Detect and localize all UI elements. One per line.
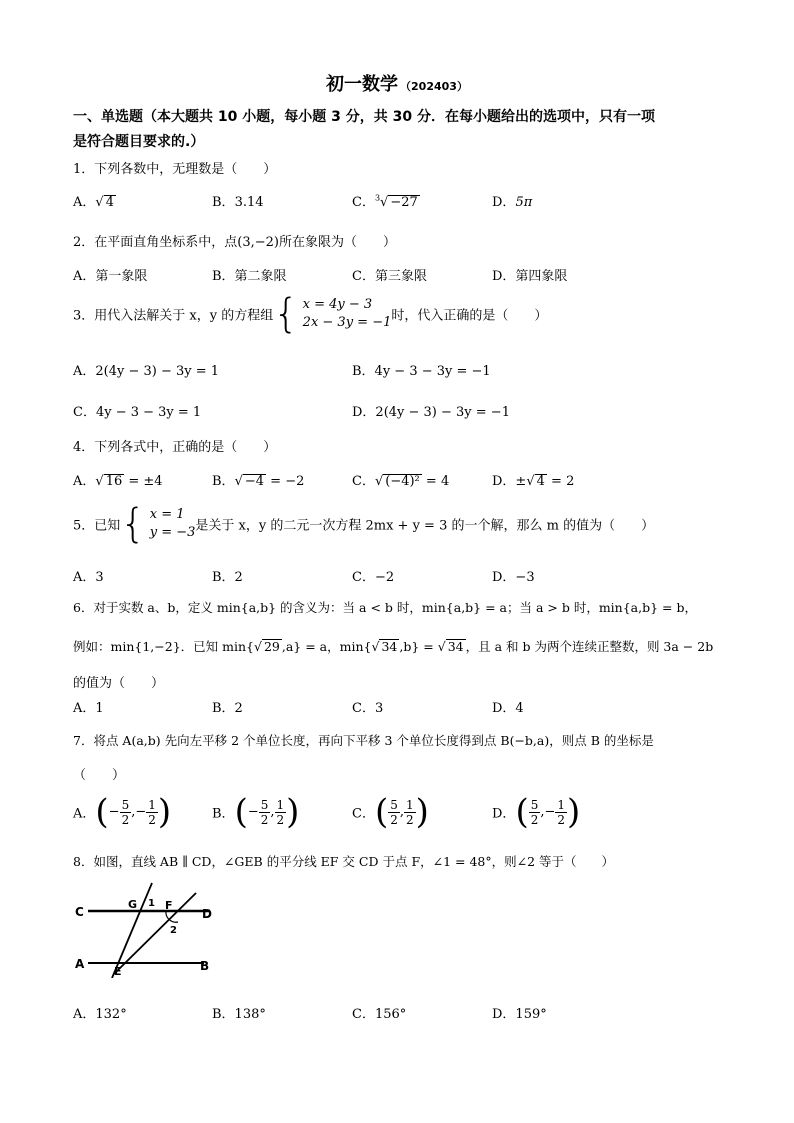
label-b: B: [200, 959, 210, 973]
q3-option-c: C．4y − 3 − 3y = 1: [73, 405, 202, 420]
q6-line1: 6．对于实数 a、b，定义 min{a,b} 的含义为：当 a < b 时，min{a,b} = a；当 a > b 时，min{a,b} = b，: [73, 600, 697, 615]
q8-option-c: C．156°: [352, 1007, 407, 1022]
q7-option-a: A．(− $\frac{5}{2}$ ,− $\frac{1}{2}$ ): [73, 792, 172, 832]
q3-option-d: D．2(4y − 3) − 3y = −1: [352, 405, 510, 420]
q2-stem: 2．在平面直角坐标系中，点(3,−2)所在象限为（ ）: [73, 235, 397, 250]
q5-option-c: C．−2: [352, 570, 395, 585]
q6-option-b: B．2: [212, 701, 243, 716]
q1-option-a: A．√ 4: [73, 195, 114, 210]
label-angle-2: 2: [170, 925, 177, 936]
q7-option-d: D．( $\frac{5}{2}$ ,− $\frac{1}{2}$ ): [492, 792, 581, 832]
q8-stem: 8．如图，直线 AB ∥ CD，∠GEB 的平分线 EF 交 CD 于点 F，∠1 = 48°，则∠2 等于（ ）: [73, 854, 615, 869]
q1-option-b: B．3.14: [212, 195, 264, 210]
q5-system: x = 1 y = −3: [149, 507, 196, 540]
q5-option-b: B．2: [212, 570, 243, 585]
q3-brace: {: [273, 291, 299, 337]
q5-stem: 5．已知{ x = 1 y = −3 是关于 x，y 的二元一次方程 2mx + y = 3 的一个解，那么 m 的值为（ ）: [73, 501, 655, 547]
q2-option-d: D．第四象限: [492, 269, 568, 284]
q6-option-d: D．4: [492, 701, 524, 716]
label-angle-1: 1: [148, 898, 155, 909]
q5-brace: {: [120, 501, 146, 547]
q6-line2: 例如：min{1,−2}．已知 min{√ 29 ,a} = a，min{√ 34 ,b} = √ 34 ，且 a 和 b 为两个连续正整数，则 3a − 2b: [73, 639, 714, 654]
title-code: （202403）: [400, 80, 468, 93]
q3-stem: 3．用代入法解关于 x，y 的方程组{ x = 4y − 3 2x − 3y = −1 时，代入正确的是（ ）: [73, 291, 548, 337]
title-text: 初一数学: [326, 74, 399, 95]
section-heading-line2: 是符合题目要求的.）: [73, 134, 205, 150]
q2-option-a: A．第一象限: [73, 269, 148, 284]
section-heading-line1: 一、单选题（本大题共 10 小题，每小题 3 分，共 30 分．在每小题给出的选项中，只有一项: [73, 109, 655, 125]
q3-option-b: B．4y − 3 − 3y = −1: [352, 364, 491, 379]
q8-figure: [70, 878, 230, 978]
label-c: C: [75, 905, 84, 919]
label-f: F: [165, 899, 173, 912]
q2-option-b: B．第二象限: [212, 269, 287, 284]
q4-stem: 4．下列各式中，正确的是（ ）: [73, 440, 277, 455]
exam-title: [0, 70, 794, 96]
q8-option-a: A．132°: [73, 1007, 127, 1022]
label-a: A: [75, 957, 85, 971]
q6-line3: 的值为（ ）: [73, 676, 165, 691]
label-g: G: [128, 898, 138, 911]
q4-option-b: B．√ −4 = −2: [212, 474, 305, 489]
q7-line1: 7．将点 A(a,b) 先向左平移 2 个单位长度，再向下平移 3 个单位长度得到点 B(−b,a)，则点 B 的坐标是: [73, 733, 654, 748]
q1-stem: 1．下列各数中，无理数是（ ）: [73, 162, 277, 177]
q5-option-a: A．3: [73, 570, 104, 585]
q7-option-b: B．(− $\frac{5}{2}$ , $\frac{1}{2}$ ): [212, 792, 300, 832]
label-d: D: [202, 907, 212, 921]
q3-option-a: A．2(4y − 3) − 3y = 1: [73, 364, 220, 379]
q4-option-c: C．√ (−4)² = 4: [352, 474, 450, 489]
q1-option-c: C．$^3$√ −27: [352, 193, 418, 210]
q5-option-d: D．−3: [492, 570, 535, 585]
q6-option-a: A．1: [73, 701, 104, 716]
q8-option-b: B．138°: [212, 1007, 266, 1022]
q4-option-d: D．±√ 4 = 2: [492, 474, 575, 489]
line-ef: [114, 893, 196, 974]
q8-option-d: D．159°: [492, 1007, 547, 1022]
label-e: E: [114, 965, 122, 978]
q3-system: x = 4y − 3 2x − 3y = −1: [302, 297, 392, 330]
q7-line2: （ ）: [73, 768, 126, 783]
q6-option-c: C．3: [352, 701, 384, 716]
q2-option-c: C．第三象限: [352, 269, 427, 284]
q7-option-c: C．( $\frac{5}{2}$ , $\frac{1}{2}$ ): [352, 792, 429, 832]
q1-option-d: D．5π: [492, 195, 533, 210]
q4-option-a: A．√ 16 = ±4: [73, 474, 163, 489]
